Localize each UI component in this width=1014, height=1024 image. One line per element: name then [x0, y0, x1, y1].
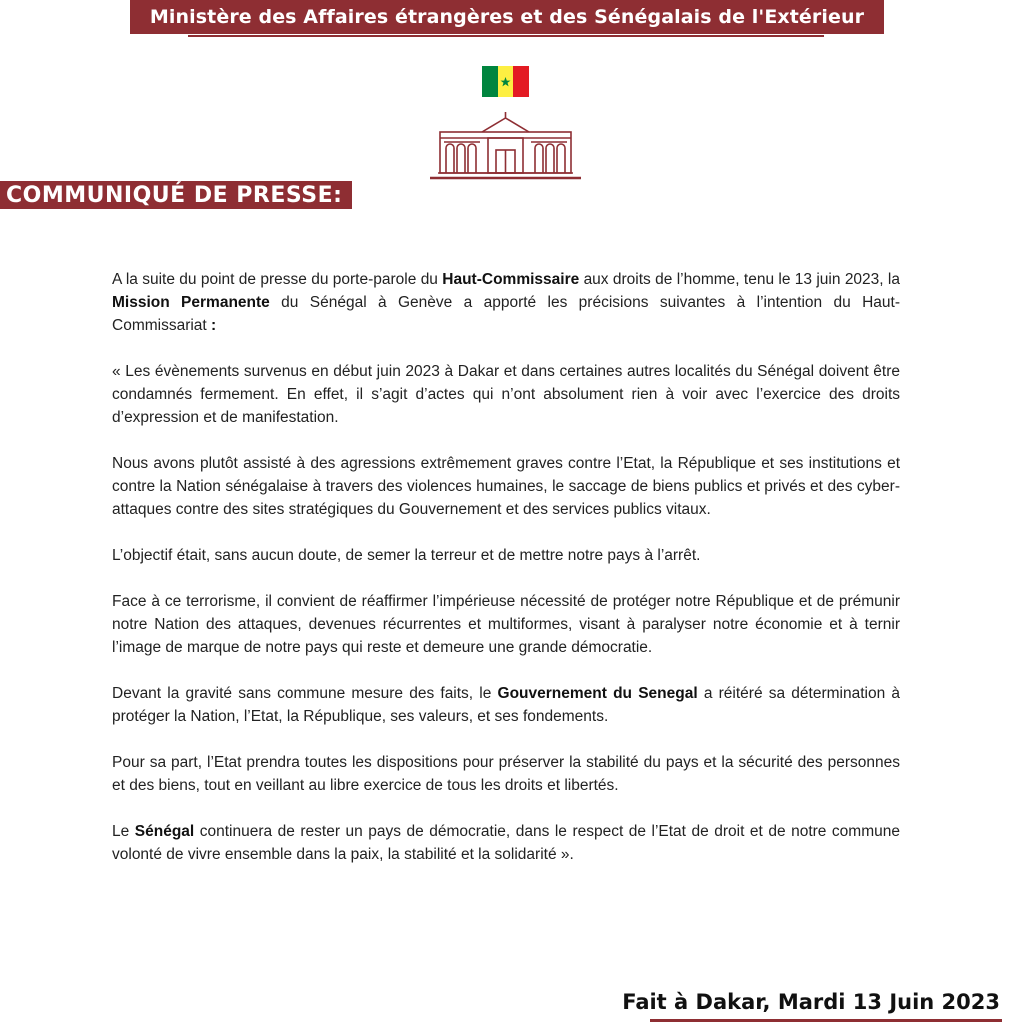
body-paragraph: [112, 544, 900, 567]
body-paragraph: [112, 268, 900, 337]
senegal-flag-icon: [482, 66, 529, 97]
signoff-underline: [650, 1019, 1002, 1022]
bold-run: Sénégal: [134, 823, 195, 840]
bold-run: Haut-Commissaire: [442, 271, 580, 288]
text-run: L’objectif était, sans aucun doute, de semer la terreur et de mettre notre pays à l’arrêt.: [112, 547, 701, 564]
text-run: aux droits de l’homme, tenu le 13 juin 2023, la: [579, 271, 900, 288]
body-paragraph: [112, 682, 900, 728]
text-run: Pour sa part, l’Etat prendra toutes les dispositions pour préserver la stabilité du pays et la sécurité des personnes et des biens, tout en veillant au libre exercice de tous les droits et libertés.: [112, 754, 900, 794]
text-run: continuera de rester un pays de démocratie, dans le respect de l’Etat de droit et de notre commune volonté de vivre ensemble dans la paix, la stabilité et la solidarité ».: [112, 823, 900, 863]
body-paragraph: [112, 751, 900, 797]
text-run: « Les évènements survenus en début juin 2023 à Dakar et dans certaines autres localités du Sénégal doivent être condamnés fermement. En effet, il s’agit d’actes qui n’ont absolument rien à voir avec l’exercice des droits d’expression et de manifestation.: [112, 363, 900, 426]
press-release-title: [0, 181, 352, 209]
building-icon: [430, 112, 581, 180]
body-paragraph: [112, 590, 900, 659]
body-paragraph: [112, 820, 900, 866]
text-run: Le: [112, 823, 135, 840]
ministry-name: Ministère des Affaires étrangères et des Sénégalais de l'Extérieur: [149, 6, 865, 28]
title-text: COMMUNIQUÉ DE PRESSE:: [6, 182, 343, 208]
communique-body: [112, 268, 900, 889]
flag-stripe-green: [482, 66, 498, 97]
flag-stripe-red: [513, 66, 529, 97]
body-paragraph: [112, 360, 900, 429]
body-paragraph: [112, 452, 900, 521]
bold-run: :: [211, 317, 217, 334]
text-run: Devant la gravité sans commune mesure des faits, le: [112, 685, 498, 702]
text-run: Face à ce terrorisme, il convient de réaffirmer l’impérieuse nécessité de protéger notre République et de prémunir notre Nation des attaques, devenues récurrentes et multiformes, visant à paralyser notre économie et à ternir l’image de marque de notre pays qui reste et demeure une grande démocratie.: [112, 593, 900, 656]
text-run: a réitéré sa détermination à protéger la Nation, l’Etat, la République, ses valeurs, et ses fondements.: [112, 685, 900, 725]
signoff: Fait à Dakar, Mardi 13 Juin 2023: [622, 990, 1000, 1014]
text-run: Nous avons plutôt assisté à des agressions extrêmement graves contre l’Etat, la République et ses institutions et contre la Nation sénégalaise à travers des violences humaines, le saccage de biens publics et privés et des cyber-attaques contre des sites stratégiques du Gouvernement et des services publics vitaux.: [112, 455, 900, 518]
ministry-banner: [130, 0, 884, 34]
text-run: du Sénégal à Genève a apporté les précisions suivantes à l’intention du Haut- Commissariat: [112, 294, 900, 334]
bold-run: Mission Permanente: [112, 294, 270, 311]
bold-run: Gouvernement du Senegal: [497, 685, 698, 702]
text-run: A la suite du point de presse du porte-parole du: [112, 271, 443, 288]
banner-underline: [188, 35, 824, 37]
